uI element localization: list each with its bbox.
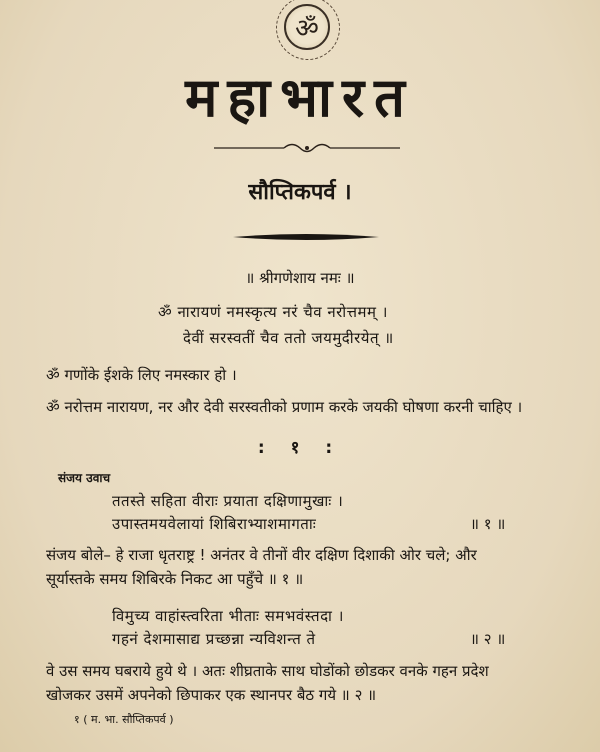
verse-2-line-1: विमुच्य वाहांस्त्वरिता भीताः समभवंस्तदा । [112,607,344,625]
translation-1-line-2: सूर्यास्तके समय शिबिरके निकट आ पहुँचे ॥ १ ॥ [46,570,304,588]
om-emblem-icon [284,4,330,50]
opening-translation-line-1: ॐ गणोंके ईशके लिए नमस्कार हो । [46,366,237,384]
thick-rule-divider [233,232,379,242]
om-symbol: ॐ [295,14,319,44]
verse-1-number: ॥ १ ॥ [470,515,506,533]
chapter-marker: : १ : [257,438,343,458]
page-signature: १ ( म. भा. सौप्तिकपर्व ) [74,713,174,726]
verse-1-line-1: ततस्ते सहिता वीराः प्रयाता दक्षिणामुखाः । [112,492,344,510]
translation-2-line-2: खोजकर उसमें अपनेको छिपाकर एक स्थानपर बैठ गये ॥ २ ॥ [46,686,377,704]
verse-2-line-2: गहनं देशमासाद्य प्रच्छन्ना न्यविशन्त ते [112,630,316,648]
ornamental-divider-icon [214,140,400,156]
opening-verse-line-2: देवीं सरस्वतीं चैव ततो जयमुदीरयेत् ॥ [183,329,394,347]
opening-verse-line-1: ॐ नारायणं नमस्कृत्य नरं चैव नरोत्तमम् । [158,303,388,321]
opening-translation-line-2: ॐ नरोत्तम नारायण, नर और देवी सरस्वतीको प्रणाम करके जयकी घोषणा करनी चाहिए । [46,398,523,416]
invocation: ॥ श्रीगणेशाय नमः ॥ [245,269,355,287]
speaker-label: संजय उवाच [58,471,111,485]
book-title: महाभारत [185,66,415,129]
translation-1-line-1: संजय बोले– हे राजा धृतराष्ट्र ! अनंतर वे तीनों वीर दक्षिण दिशाकी ओर चले; और [46,546,477,564]
translation-2-line-1: वे उस समय घबराये हुये थे । अतः शीघ्रताके साथ घोडोंको छोडकर वनके गहन प्रदेश [46,662,489,680]
section-title: सौप्तिकपर्व । [248,180,352,205]
verse-1-line-2: उपास्तमयवेलायां शिबिराभ्याशमागताः [112,515,317,533]
verse-2-number: ॥ २ ॥ [470,630,506,648]
